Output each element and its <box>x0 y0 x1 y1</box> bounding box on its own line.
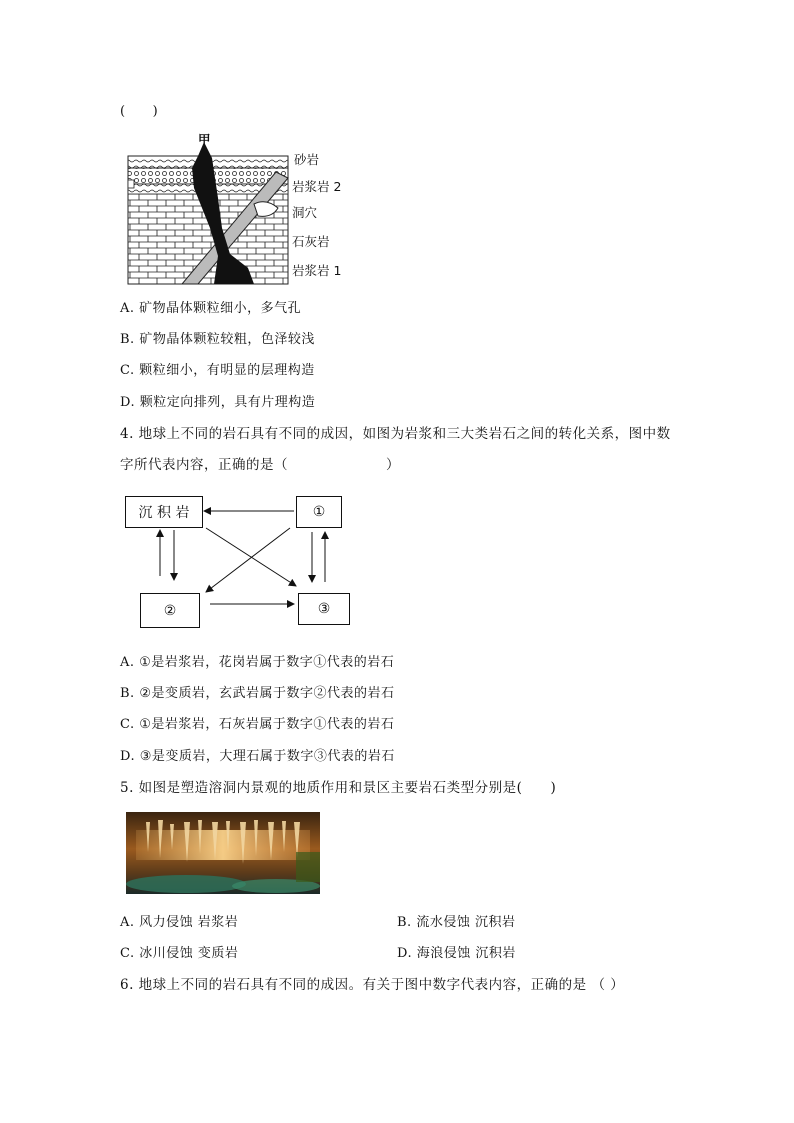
q3-option-b: B. 矿物晶体颗粒较粗，色泽较浅 <box>120 332 315 347</box>
q6-question-line-1: 6. 地球上不同的岩石具有不同的成因。有关于图中数字代表内容，正确的是 （ ） <box>120 977 625 993</box>
q3-answer-paren: ( ) <box>120 104 159 119</box>
q4-option-d: D. ③是变质岩，大理石属于数字③代表的岩石 <box>120 749 395 764</box>
q4-option-b: B. ②是变质岩，玄武岩属于数字②代表的岩石 <box>120 686 395 701</box>
rock-cross-section-figure <box>126 128 306 286</box>
q5-option-b: B. 流水侵蚀 沉积岩 <box>397 915 516 930</box>
figure-label-sandstone: 砂岩 <box>294 152 320 167</box>
diagram-box-1: ① <box>296 496 342 528</box>
figure-label-cave: 洞穴 <box>292 205 318 220</box>
diagram-box-2: ② <box>140 593 200 628</box>
figure-label-jia: 甲 <box>198 132 211 147</box>
diagram-box-3: ③ <box>298 593 350 625</box>
figure-label-limestone: 石灰岩 <box>292 234 330 249</box>
q5-option-d: D. 海浪侵蚀 沉积岩 <box>397 946 516 961</box>
q4-option-a: A. ①是岩浆岩，花岗岩属于数字①代表的岩石 <box>120 655 395 670</box>
q5-option-a: A. 风力侵蚀 岩浆岩 <box>120 915 239 930</box>
q4-question-line-2: 字所代表内容，正确的是（ ） <box>120 457 400 473</box>
q4-question-line-1: 4. 地球上不同的岩石具有不同的成因，如图为岩浆和三大类岩石之间的转化关系，图中数 <box>120 426 671 442</box>
q3-option-d: D. 颗粒定向排列，具有片理构造 <box>120 395 316 410</box>
q5-option-c: C. 冰川侵蚀 变质岩 <box>120 946 239 961</box>
q5-question-line-1: 5. 如图是塑造溶洞内景观的地质作用和景区主要岩石类型分别是( ) <box>120 780 557 796</box>
diagram-box-sedimentary: 沉 积 岩 <box>125 496 203 528</box>
karst-cave-photo <box>126 812 320 894</box>
figure-label-magma-1: 岩浆岩 1 <box>292 263 342 278</box>
figure-label-magma-2: 岩浆岩 2 <box>292 179 342 194</box>
q3-option-c: C. 颗粒细小，有明显的层理构造 <box>120 363 315 378</box>
q4-option-c: C. ①是岩浆岩，石灰岩属于数字①代表的岩石 <box>120 717 395 732</box>
rock-cycle-arrows <box>120 490 360 635</box>
q3-option-a: A. 矿物晶体颗粒细小，多气孔 <box>120 301 302 316</box>
